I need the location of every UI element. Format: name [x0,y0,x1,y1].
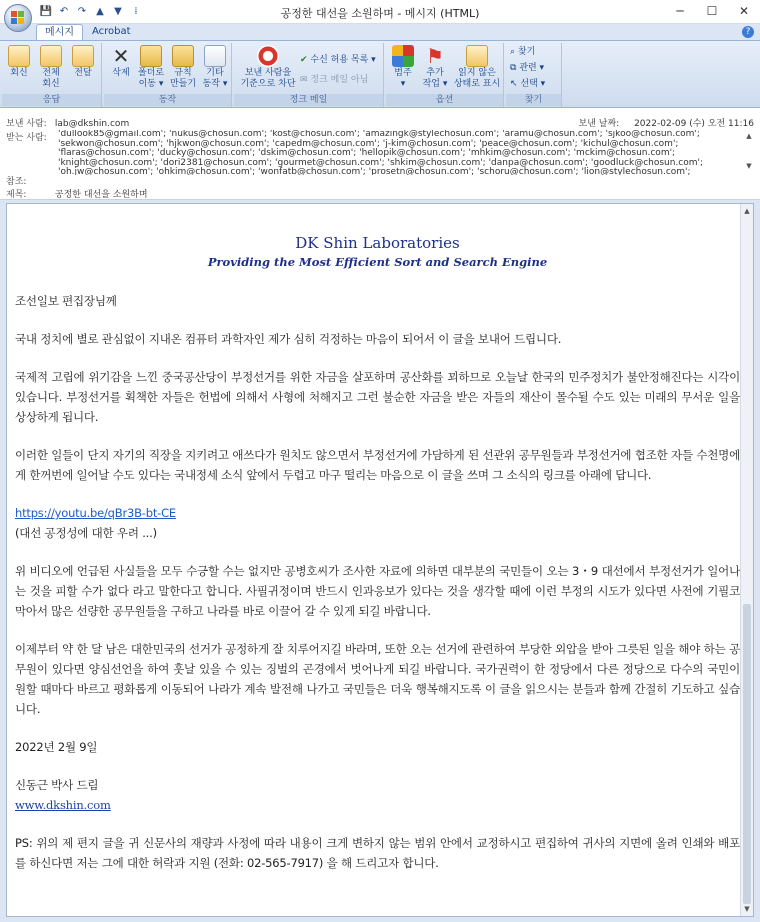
video-caption: (대선 공정성에 대한 우려 ...) [15,526,157,540]
next-item-icon[interactable]: ▼ [114,6,122,17]
mark-unread-button[interactable]: 읽지 않은 상태로 표시 [452,45,502,90]
message-header [0,108,760,200]
redo-icon[interactable]: ↷ [77,6,87,17]
select-button[interactable]: ↖ 선택 ▾ [510,79,546,89]
window-controls [664,0,760,22]
categorize-button[interactable]: 범주 ▾ [388,45,418,90]
flag-icon: ⚑ [426,44,444,68]
recipient-scroll-up-icon[interactable]: ▲ [746,132,752,140]
recipient-scrollbar[interactable] [744,131,754,173]
from-label: 보낸 사람: [6,119,47,129]
minimize-button[interactable]: ─ [676,4,684,18]
greeting: 조선일보 편집장님께 [15,294,117,308]
to-row [6,130,52,143]
related-icon: ⧉ [510,63,517,73]
select-icon: ↖ [510,79,518,89]
maximize-button[interactable]: ☐ [706,4,718,18]
delete-button[interactable]: ✕ 삭제 [106,45,136,79]
group-find [506,43,562,107]
forward-button[interactable]: 전달 [68,45,98,79]
video-link-block [15,503,740,523]
forward-icon [72,45,94,67]
sent-label: 보낸 날짜: [578,119,620,129]
recipient-line: 'dullook85@gmail.com'; 'nukus@chosun.com'; 'kost@chosun.com'; 'amazingk@stylechosun.com'; 'aramu@chosun.com'; 'sjkoo@chosun.com'; [58,130,700,139]
website-link[interactable]: www.dkshin.com [15,798,111,812]
message-body[interactable] [6,203,754,917]
tab-acrobat[interactable]: Acrobat [92,26,131,37]
website-block [15,795,740,815]
from-row [6,116,129,129]
close-button[interactable]: ✕ [738,4,750,18]
group-label-respond: 응답 [2,94,101,106]
help-icon[interactable]: ? [742,26,754,38]
body-scrollbar[interactable] [740,204,753,916]
categorize-icon [392,45,414,67]
group-respond [2,43,102,107]
lab-tagline: Providing the Most Efficient Sort and Search Engine [207,255,548,269]
follow-up-button[interactable]: ⚑ 추가 작업 ▾ [422,44,448,89]
other-actions-icon [204,45,226,67]
subject-label: 제목: [6,190,27,200]
email-content [15,204,740,873]
group-label-find: 찾기 [506,94,561,106]
sent-row [579,116,754,129]
cc-row [6,174,52,187]
scroll-down-icon[interactable]: ▼ [744,905,750,913]
group-label-junk: 정크 메일 [234,94,383,106]
paragraph-4: 위 비디오에 언급된 사실들을 모두 수긍할 수는 없지만 공병호씨가 조사한 자료에 의하면 대부분의 국민들이 오는 3・9 대선에서 부정선거가 일어나는 것을 피할 수가 없다 라고 말한다고 합니다. 사필귀정이며 반드시 인과응보가 있다는 것을 생각할 때에 이런 부정의 시도가 있다면 사전에 기필코 막아서 많은 선량한 공무원들을 구하고 나라를 바로 이끌어 갈 수 있게 되길 바랍니다. [15,564,740,618]
sent-date: 2022-02-09 (수) 오전 11:16 [634,119,754,129]
find-button[interactable]: ⌕ 찾기 [510,47,536,57]
scroll-thumb[interactable] [743,604,751,904]
from-address[interactable]: lab@dkshin.com [54,119,130,129]
binoculars-icon: ⌕ [510,47,516,57]
lab-name: DK Shin Laboratories [295,234,460,252]
ribbon-tabs [0,24,760,40]
letter-date: 2022년 2월 9일 [15,740,98,754]
paragraph-3: 이러한 일들이 단지 자기의 직장을 지키려고 애쓰다가 원치도 않으면서 부정선거에 가담하게 된 선관위 공무원들과 부정선거에 협조한 자들 수천명에게 한꺼번에 일어날 수도 있다는 국내정세 소식 앞에서 두렵고 마구 떨리는 마음으로 이 글을 쓰며 그 소식의 링크를 아래에 답니다. [15,448,740,482]
group-options [386,43,504,107]
reply-icon [8,45,30,67]
window-title: 공정한 대선을 소원하며 - 메시지 (HTML) [280,7,480,20]
video-link[interactable]: https://youtu.be/qBr3B-bt-CE [15,506,176,520]
undo-icon[interactable]: ↶ [59,6,69,17]
related-button[interactable]: ⧉ 관련 ▾ [510,63,545,73]
safe-senders-button[interactable]: ✔ 수신 허용 목록 ▾ [300,55,376,65]
office-logo-icon [11,11,25,25]
subject-text: 공정한 대선을 소원하며 [54,190,148,200]
reply-all-icon [40,45,62,67]
other-actions-button[interactable]: 기타 동작 ▾ [200,45,230,90]
group-label-options: 옵션 [386,94,503,106]
safe-list-icon: ✔ [300,55,308,65]
rule-icon [172,45,194,67]
previous-item-icon[interactable]: ▲ [96,6,104,17]
mark-unread-icon [466,45,488,67]
block-sender-button[interactable]: 보낸 사람을 기준으로 차단 [236,45,300,90]
reply-button[interactable]: 회신 [4,45,34,79]
save-icon[interactable]: 💾 [39,6,53,17]
reply-all-button[interactable]: 전체 회신 [36,45,66,90]
recipient-line: 'oh.jw@chosun.com'; 'ohkim@chosun.com'; 'wonfatb@chosun.com'; 'prosetn@chosun.com'; 'schoru@chosun.com'; 'lion@stylechosun.com'; [58,167,691,175]
ribbon [0,40,760,108]
to-label: 받는 사람: [6,133,47,143]
subject-row [6,187,148,200]
postscript: PS: 위의 제 편지 글을 귀 신문사의 재량과 사정에 따라 내용이 크게 변하지 않는 범위 안에서 교정하시고 편집하여 귀사의 지면에 올려 인쇄와 배포를 하신다면 저는 그에 대한 허락과 지원 (전화: 02-565-7917) 을 해 드리고자 합니다. [15,836,740,870]
delete-icon: ✕ [112,44,130,68]
signature: 신동근 박사 드림 [15,778,99,792]
group-actions [104,43,232,107]
office-button[interactable] [4,4,32,32]
recipient-line: 'flaras@chosun.com'; 'ducky@chosun.com'; 'dskim@chosun.com'; 'hellopik@chosun.com'; 'mhkim@chosun.com'; 'mckim@chosun.com'; [58,148,676,158]
paragraph-5: 이제부터 약 한 달 남은 대한민국의 선거가 공정하게 잘 치루어지길 바라며, 또한 오는 선거에 관련하여 부당한 외압을 받아 그릇된 일을 해야 하는 공무원이 있다면 양심선언을 하여 훗날 있을 수 있는 징벌의 곤경에서 벗어나게 되길 바랍니다. 국가권력이 한 정당에서 다른 정당으로 다수의 국민이 원할 때마다 바르고 평화롭게 이동되어 나라가 계속 발전해 나가고 국민들은 더욱 행복해지도록 이 글을 읽으시는 분들과 함께 간절히 기도하고 싶습니다. [15,642,740,716]
paragraph-2: 국제적 고립에 위기감을 느낀 중국공산당이 부정선거를 위한 자금을 살포하며 공산화를 꾀하므로 오늘날 한국의 민주정치가 불안정해진다는 시각이 있습니다. 부정선거를 획책한 자들은 헌법에 의해서 사형에 처해지고 그런 불순한 자금을 받은 자들의 재산이 몰수될 수도 있는 미래의 무서운 일을 상상하게 됩니다. [15,370,740,424]
block-sender-icon [257,45,279,67]
folder-move-icon [140,45,162,67]
not-junk-icon: ✉ [300,75,308,85]
customize-qat-icon[interactable]: ⁞ [134,6,138,17]
recipient-line: 'sekwon@chosun.com'; 'hjkwon@chosun.com'; 'capedm@chosun.com'; 'j-kim@chosun.com'; 'peace@chosun.com'; 'kichul@chosun.com'; [58,138,679,149]
create-rule-button[interactable]: 규칙 만들기 [168,45,198,90]
group-junk [234,43,384,107]
paragraph-1: 국내 정치에 별로 관심없이 지내온 컴퓨터 과학자인 제가 심히 걱정하는 마음이 되어서 이 글을 보내어 드립니다. [15,332,562,346]
tab-message[interactable]: 메시지 [36,24,83,40]
scroll-up-icon[interactable]: ▲ [744,207,750,215]
recipient-scroll-down-icon[interactable]: ▼ [746,162,752,170]
title-bar [0,0,760,24]
recipient-list[interactable] [58,130,738,175]
move-to-folder-button[interactable]: 폴더로 이동 ▾ [136,45,166,90]
group-label-actions: 동작 [104,94,231,106]
recipient-line: 'knight@chosun.com'; 'dori2381@chosun.com'; 'gourmet@chosun.com'; 'shkim@chosun.com'; 'danpa@chosun.com'; 'goodluck@chosun.com'; [58,157,704,168]
not-junk-button[interactable]: ✉ 정크 메일 아님 [300,75,369,85]
cc-label: 참조: [6,177,27,187]
